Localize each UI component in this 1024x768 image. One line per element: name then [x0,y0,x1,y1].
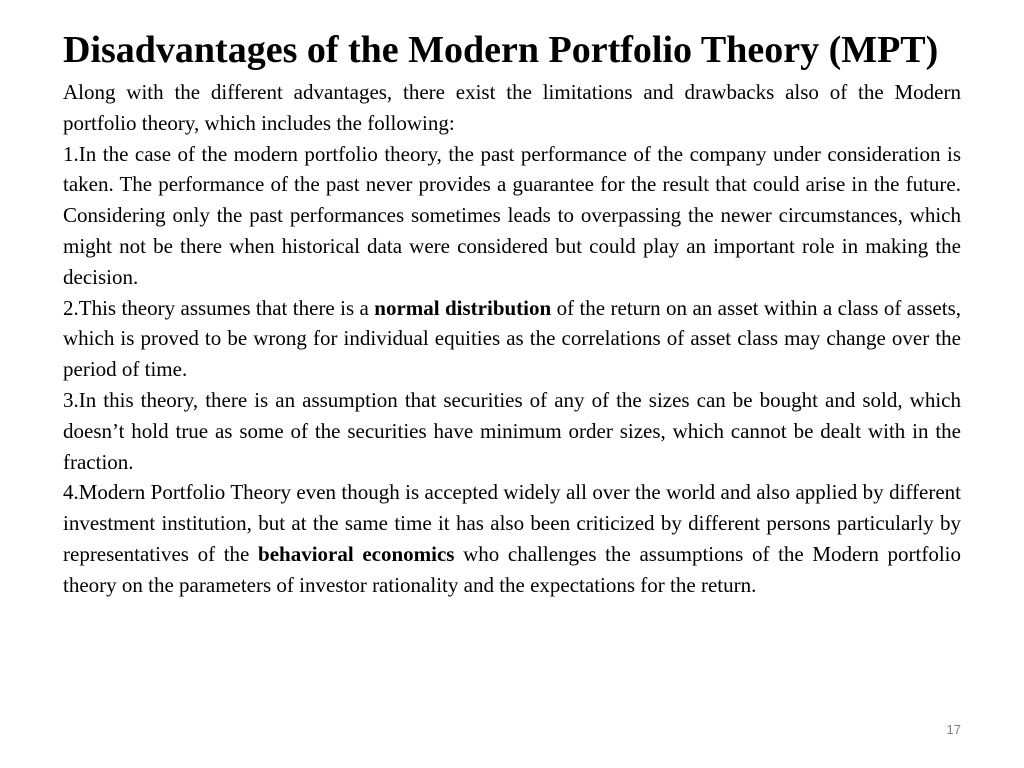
point-3: 3.In this theory, there is an assumption that securities of any of the sizes can be bought and sold, which doesn’t hold true as some of the securities have minimum order sizes, which cannot be dealt with in the fraction. [63,387,961,474]
point-4-text-before: 4.Modern Portfolio Theory even though is accepted widely all over the world and also applied by different investment institution, but at the same time it has also been criticized by different persons particularly by representatives of the [63,480,961,566]
point-2-text-before: 2.This theory assumes that there is a [63,295,375,320]
point-4-text-after: who challenges the assumptions of the Modern portfolio theory on the parameters of investor rationality and the expectations for the return. [63,541,961,597]
point-4 [63,477,961,600]
point-4-emphasis: behavioral economics [258,541,455,566]
slide-title: Disadvantages of the Modern Portfolio Theory (MPT) [63,29,939,71]
point-2 [63,293,961,385]
point-1: 1.In the case of the modern portfolio theory, the past performance of the company under consideration is taken. The performance of the past never provides a guarantee for the result that could arise in the future. Considering only the past performances sometimes leads to overpassing the newer circumstances, which might not be there when historical data were considered but could play an important role in making the decision. [63,141,961,289]
point-2-emphasis: normal distribution [374,295,552,320]
point-2-text-after: of the return on an asset within a class of assets, which is proved to be wrong for individual equities as the correlations of asset class may change over the period of time. [63,295,961,382]
slide-body [63,77,961,601]
intro-paragraph: Along with the different advantages, there exist the limitations and drawbacks also of the Modern portfolio theory, which includes the following: [63,80,961,135]
slide-number: 17 [946,722,961,737]
slide-content [63,28,961,601]
